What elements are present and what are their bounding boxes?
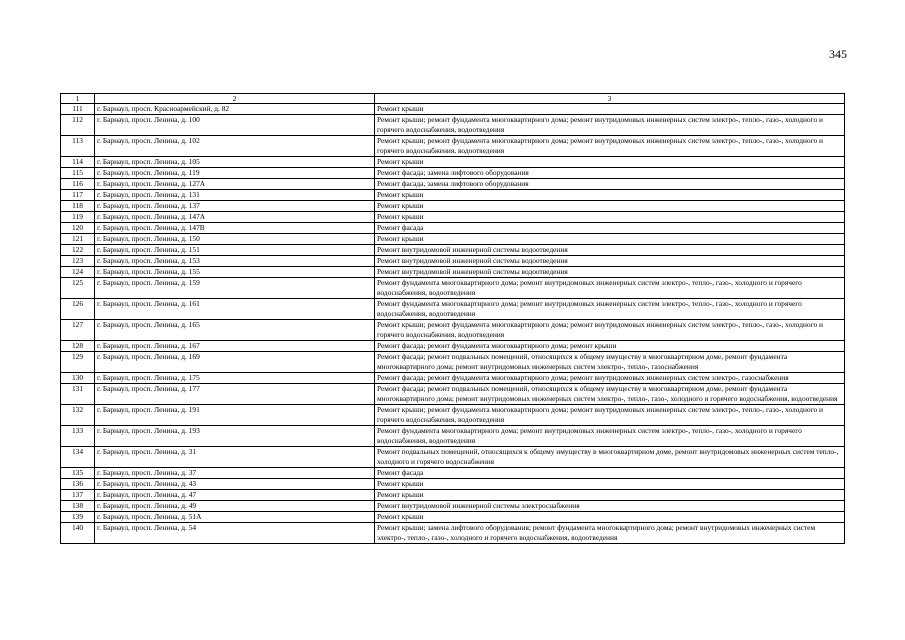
- table-row: [61, 373, 845, 384]
- row-number: 126: [61, 299, 95, 320]
- row-address: г. Барнаул, просп. Ленина, д. 54: [95, 523, 375, 544]
- row-address: г. Барнаул, просп. Ленина, д. 43: [95, 479, 375, 490]
- table-row: [61, 256, 845, 267]
- row-number: 127: [61, 320, 95, 341]
- row-work: Ремонт подвальных помещений, относящихся к общему имуществу в многоквартирном доме, ремонт внутридомовых инженерных систем тепло-, холодного и горячего водоснабжения: [375, 447, 845, 468]
- row-work: Ремонт фасада: [375, 468, 845, 479]
- row-address: г. Барнаул, просп. Ленина, д. 37: [95, 468, 375, 479]
- row-number: 136: [61, 479, 95, 490]
- table-row: [61, 512, 845, 523]
- row-address: г. Барнаул, просп. Ленина, д. 191: [95, 405, 375, 426]
- row-number: 121: [61, 234, 95, 245]
- row-address: г. Барнаул, просп. Ленина, д. 167: [95, 341, 375, 352]
- row-address: г. Барнаул, просп. Ленина, д. 151: [95, 245, 375, 256]
- table-row: [61, 468, 845, 479]
- table-row: [61, 179, 845, 190]
- row-work: Ремонт крыши; ремонт фундамента многоквартирного дома; ремонт внутридомовых инженерных систем электро-, тепло-, газо-, холодного и горячего водоснабжения, водоотведения: [375, 136, 845, 157]
- table-row: [61, 115, 845, 136]
- table-row: [61, 384, 845, 405]
- table-row: [61, 501, 845, 512]
- row-number: 119: [61, 212, 95, 223]
- table-row: [61, 479, 845, 490]
- row-work: Ремонт фасада: [375, 223, 845, 234]
- row-address: г. Барнаул, просп. Ленина, д. 119: [95, 168, 375, 179]
- row-number: 118: [61, 201, 95, 212]
- row-work: Ремонт внутридомовой инженерной системы водоотведения: [375, 267, 845, 278]
- table-row: [61, 320, 845, 341]
- row-number: 117: [61, 190, 95, 201]
- row-number: 128: [61, 341, 95, 352]
- table-row: [61, 299, 845, 320]
- row-number: 130: [61, 373, 95, 384]
- row-number: 131: [61, 384, 95, 405]
- row-work: Ремонт внутридомовой инженерной системы водоотведения: [375, 245, 845, 256]
- row-address: г. Барнаул, просп. Ленина, д. 47: [95, 490, 375, 501]
- row-address: г. Барнаул, просп. Ленина, д. 127А: [95, 179, 375, 190]
- table-row: [61, 490, 845, 501]
- table-row: [61, 157, 845, 168]
- row-work: Ремонт фундамента многоквартирного дома; ремонт внутридомовых инженерных систем электро-, тепло-, газо-, холодного и горячего водоснабжения, водоотведения: [375, 426, 845, 447]
- row-number: 123: [61, 256, 95, 267]
- row-address: г. Барнаул, просп. Ленина, д. 175: [95, 373, 375, 384]
- row-number: 111: [61, 104, 95, 115]
- row-number: 113: [61, 136, 95, 157]
- row-number: 139: [61, 512, 95, 523]
- row-work: Ремонт фасада; ремонт фундамента многоквартирного дома; ремонт внутридомовых инженерных систем электро-, газоснабжения: [375, 373, 845, 384]
- row-address: г. Барнаул, просп. Ленина, д. 159: [95, 278, 375, 299]
- row-address: г. Барнаул, просп. Ленина, д. 147А: [95, 212, 375, 223]
- row-number: 132: [61, 405, 95, 426]
- row-number: 114: [61, 157, 95, 168]
- table-row: [61, 341, 845, 352]
- row-work: Ремонт крыши: [375, 234, 845, 245]
- row-work: Ремонт крыши: [375, 190, 845, 201]
- header-row: [61, 94, 845, 104]
- row-address: г. Барнаул, просп. Красноармейский, д. 82: [95, 104, 375, 115]
- row-number: 129: [61, 352, 95, 373]
- row-number: 138: [61, 501, 95, 512]
- row-address: г. Барнаул, просп. Ленина, д. 155: [95, 267, 375, 278]
- row-work: Ремонт крыши: [375, 512, 845, 523]
- table-row: [61, 523, 845, 544]
- row-address: г. Барнаул, просп. Ленина, д. 161: [95, 299, 375, 320]
- table-row: [61, 245, 845, 256]
- row-work: Ремонт крыши: [375, 157, 845, 168]
- row-address: г. Барнаул, просп. Ленина, д. 193: [95, 426, 375, 447]
- row-number: 137: [61, 490, 95, 501]
- row-address: г. Барнаул, просп. Ленина, д. 131: [95, 190, 375, 201]
- row-work: Ремонт крыши: [375, 212, 845, 223]
- table-row: [61, 278, 845, 299]
- table-row: [61, 104, 845, 115]
- row-address: г. Барнаул, просп. Ленина, д. 51А: [95, 512, 375, 523]
- repair-table: [60, 93, 845, 544]
- column-header-number: 1: [61, 94, 95, 104]
- table-row: [61, 447, 845, 468]
- row-work: Ремонт фундамента многоквартирного дома; ремонт внутридомовых инженерных систем электро-, тепло-, газо-, холодного и горячего водоснабжения, водоотведения: [375, 278, 845, 299]
- table-row: [61, 405, 845, 426]
- row-work: Ремонт фасада, замена лифтового оборудования: [375, 179, 845, 190]
- row-number: 134: [61, 447, 95, 468]
- table-row: [61, 426, 845, 447]
- table-row: [61, 267, 845, 278]
- table-row: [61, 223, 845, 234]
- row-number: 120: [61, 223, 95, 234]
- row-number: 116: [61, 179, 95, 190]
- row-work: Ремонт крыши: [375, 479, 845, 490]
- row-number: 140: [61, 523, 95, 544]
- row-address: г. Барнаул, просп. Ленина, д. 31: [95, 447, 375, 468]
- page-number: 345: [829, 47, 847, 61]
- row-number: 125: [61, 278, 95, 299]
- row-address: г. Барнаул, просп. Ленина, д. 100: [95, 115, 375, 136]
- row-work: Ремонт фундамента многоквартирного дома; ремонт внутридомовых инженерных систем электро-, тепло-, газо-, холодного и горячего водоснабжения, водоотведения: [375, 299, 845, 320]
- row-address: г. Барнаул, просп. Ленина, д. 150: [95, 234, 375, 245]
- row-number: 122: [61, 245, 95, 256]
- table-row: [61, 136, 845, 157]
- table-row: [61, 168, 845, 179]
- row-work: Ремонт крыши; ремонт фундамента многоквартирного дома; ремонт внутридомовых инженерных систем электро-, тепло-, газо-, холодного и горячего водоснабжения, водоотведения: [375, 115, 845, 136]
- row-address: г. Барнаул, просп. Ленина, д. 169: [95, 352, 375, 373]
- row-address: г. Барнаул, просп. Ленина, д. 49: [95, 501, 375, 512]
- row-work: Ремонт крыши: [375, 490, 845, 501]
- row-work: Ремонт фасада; ремонт подвальных помещений, относящихся к общему имуществу в многоквартирном доме, ремонт фундамента многоквартирного дома; ремонт внутридомовых инженерных систем электро-, тепло-, газоснабжения: [375, 352, 845, 373]
- table-row: [61, 212, 845, 223]
- row-work: Ремонт крыши; замена лифтового оборудования; ремонт фундамента многоквартирного дома; ремонт внутридомовых инженерных систем электро-, тепло-, газо-, холодного и горячего водоснабжения, водоотведения: [375, 523, 845, 544]
- row-number: 135: [61, 468, 95, 479]
- row-work: Ремонт крыши: [375, 104, 845, 115]
- table-row: [61, 201, 845, 212]
- table-header: [61, 94, 845, 104]
- row-number: 115: [61, 168, 95, 179]
- row-work: Ремонт крыши; ремонт фундамента многоквартирного дома; ремонт внутридомовых инженерных систем электро-, тепло-, газо-, холодного и горячего водоснабжения, водоотведения: [375, 320, 845, 341]
- row-work: Ремонт фасада; ремонт фундамента многоквартирного дома; ремонт крыши: [375, 341, 845, 352]
- row-address: г. Барнаул, просп. Ленина, д. 147В: [95, 223, 375, 234]
- row-work: Ремонт внутридомовой инженерной системы электроснабжения: [375, 501, 845, 512]
- row-address: г. Барнаул, просп. Ленина, д. 137: [95, 201, 375, 212]
- row-work: Ремонт фасада; ремонт подвальных помещений, относящихся к общему имуществу в многоквартирном доме, ремонт фундамента многоквартирного дома; ремонт внутридомовых инженерных систем электро-, тепло-, газо-, холодного и горячего водоснабжения, водоотведения: [375, 384, 845, 405]
- row-address: г. Барнаул, просп. Ленина, д. 105: [95, 157, 375, 168]
- column-header-address: 2: [95, 94, 375, 104]
- table-body: [61, 104, 845, 544]
- row-address: г. Барнаул, просп. Ленина, д. 165: [95, 320, 375, 341]
- row-address: г. Барнаул, просп. Ленина, д. 153: [95, 256, 375, 267]
- row-number: 112: [61, 115, 95, 136]
- table-row: [61, 234, 845, 245]
- table-row: [61, 190, 845, 201]
- row-number: 124: [61, 267, 95, 278]
- row-work: Ремонт фасада; замена лифтового оборудования: [375, 168, 845, 179]
- row-number: 133: [61, 426, 95, 447]
- row-work: Ремонт внутридомовой инженерной системы водоотведения: [375, 256, 845, 267]
- row-work: Ремонт крыши; ремонт фундамента многоквартирного дома; ремонт внутридомовых инженерных систем электро-, тепло-, газо-, холодного и горячего водоснабжения, водоотведения: [375, 405, 845, 426]
- row-address: г. Барнаул, просп. Ленина, д. 177: [95, 384, 375, 405]
- table-row: [61, 352, 845, 373]
- row-work: Ремонт крыши: [375, 201, 845, 212]
- column-header-work: 3: [375, 94, 845, 104]
- row-address: г. Барнаул, просп. Ленина, д. 102: [95, 136, 375, 157]
